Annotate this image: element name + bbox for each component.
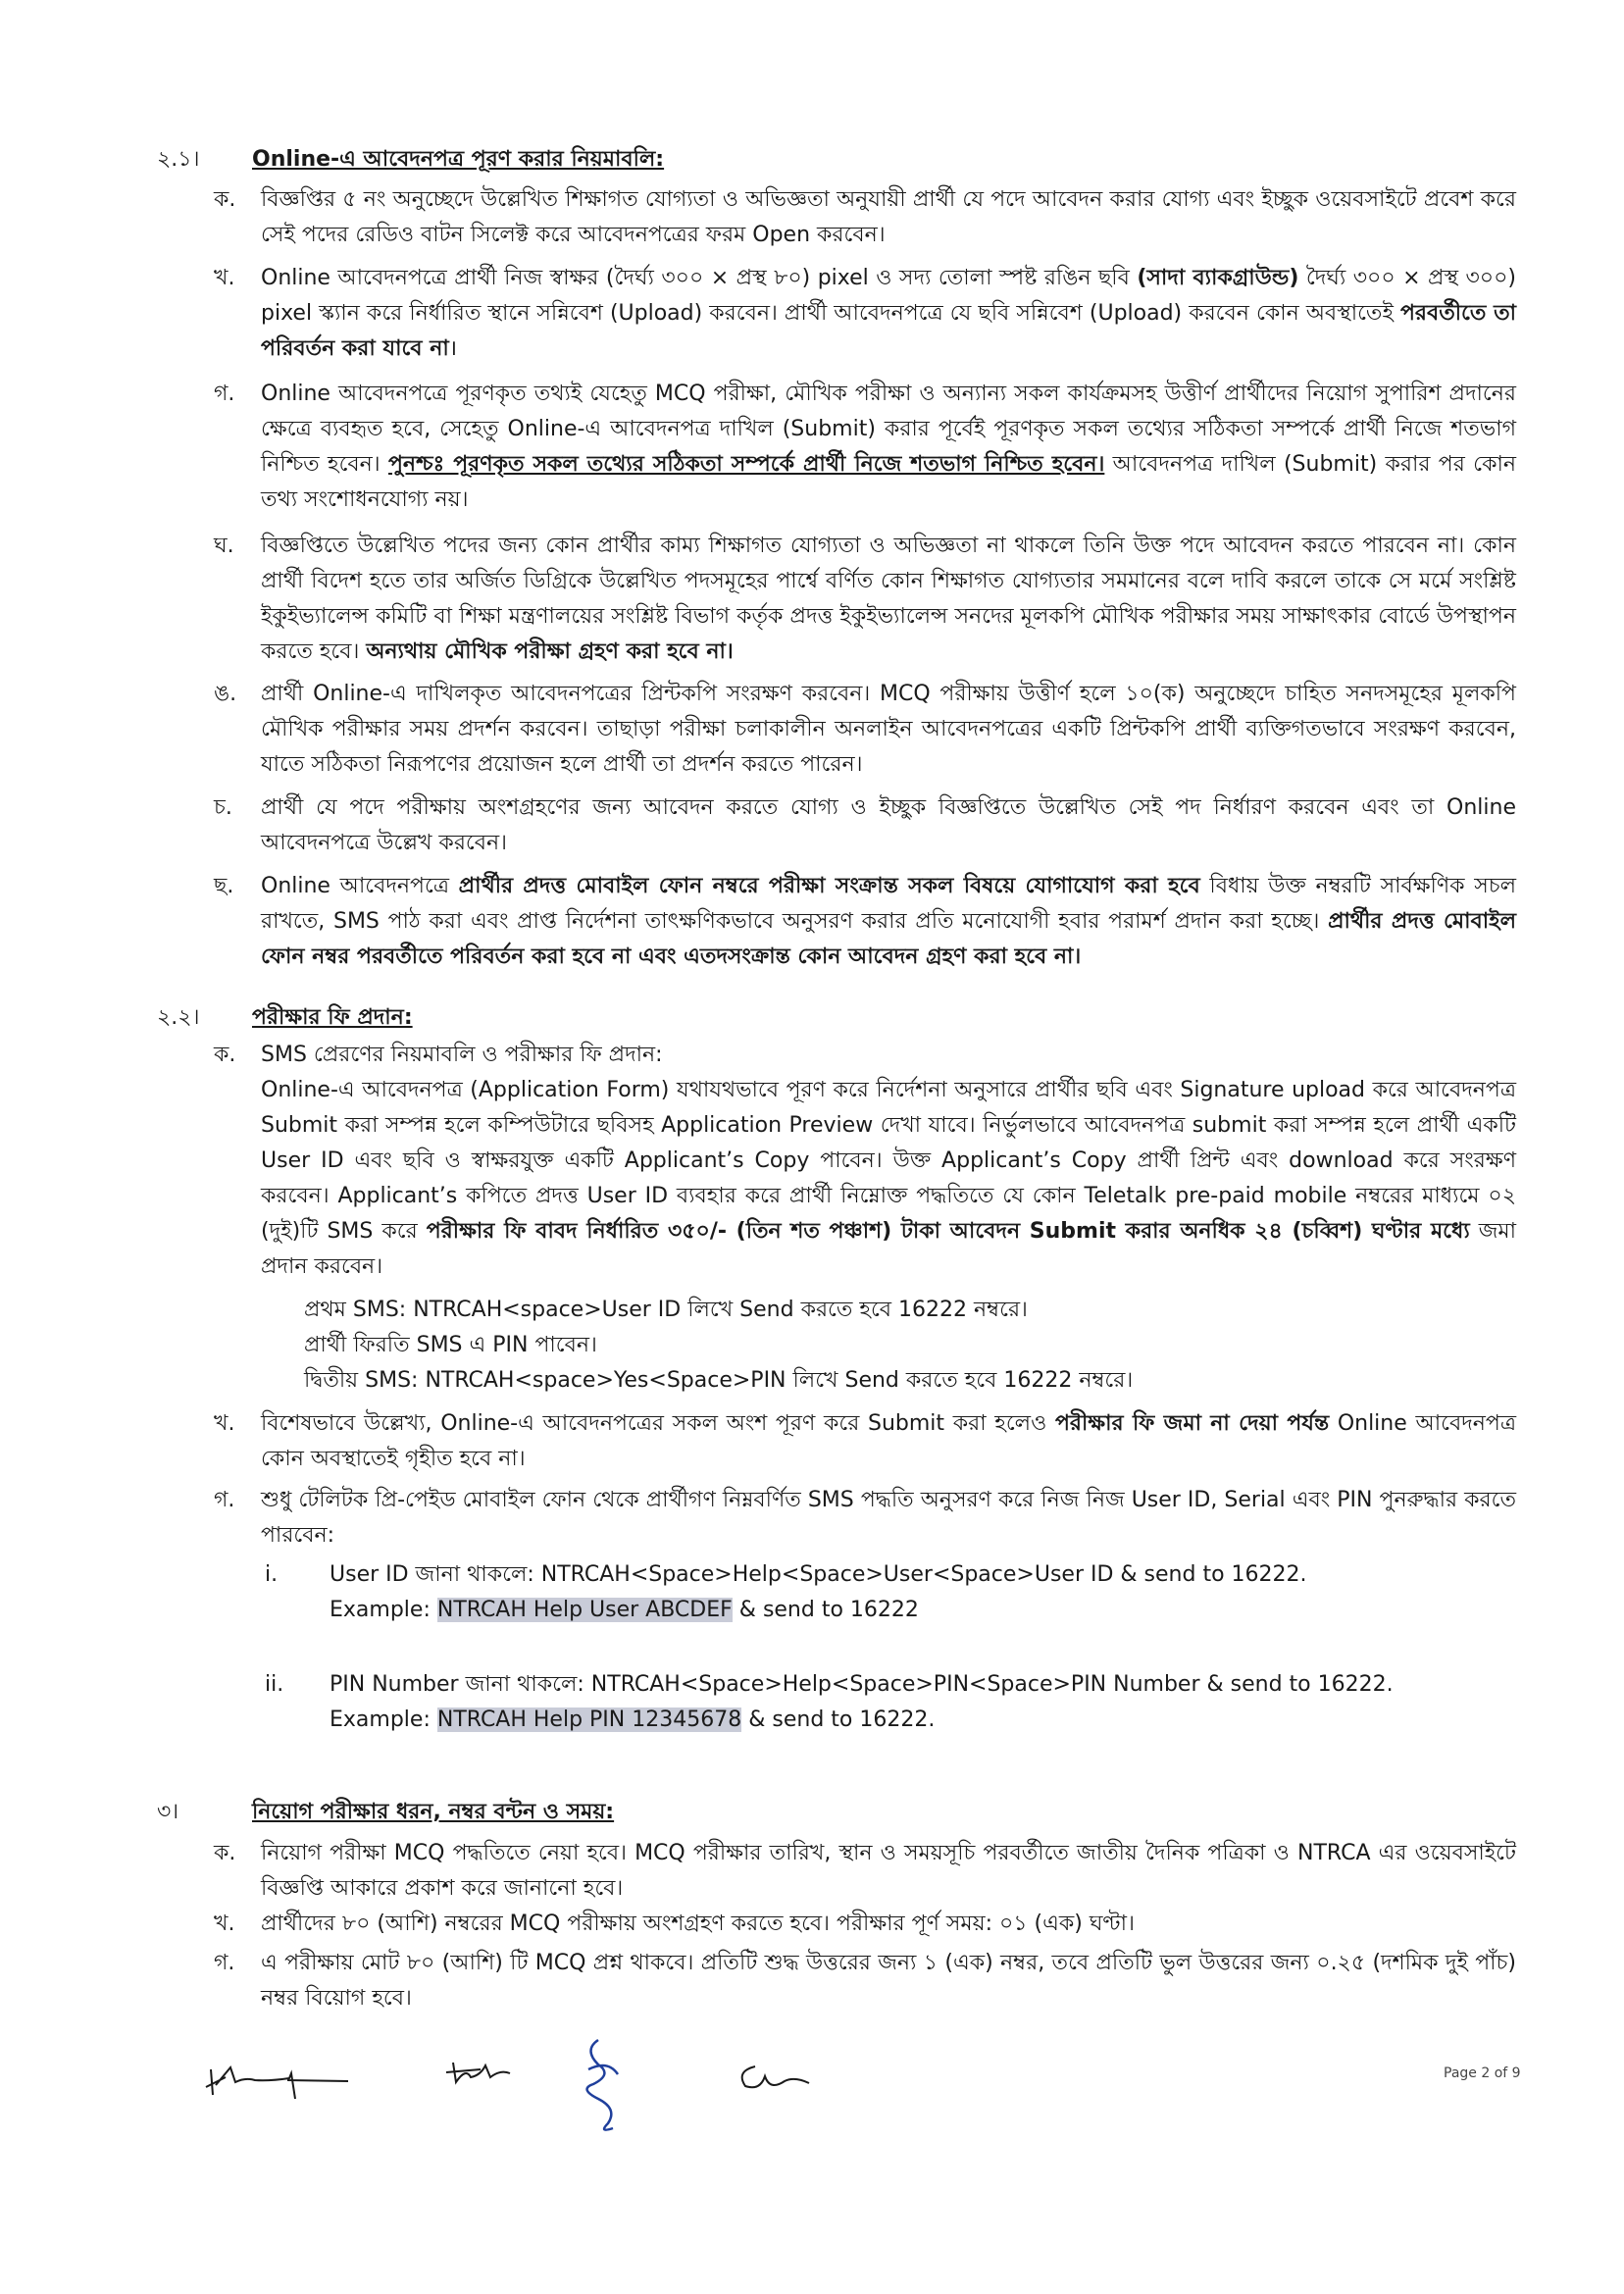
item-subheading: SMS প্রেরণের নিয়মাবলি ও পরীক্ষার ফি প্রদান:	[261, 1043, 663, 1067]
section-title: Online-এ আবেদনপত্র পূরণ করার নিয়মাবলি:	[252, 147, 665, 172]
section-number: ২.১।	[157, 147, 200, 172]
subitem-marker: i.	[265, 1562, 279, 1587]
signature-1	[201, 2048, 358, 2107]
item-marker: চ.	[214, 795, 232, 820]
item-text: প্রার্থী যে পদে পরীক্ষায় অংশগ্রহণের জন্য আবেদন করতে যোগ্য ও ইচ্ছুক বিজ্ঞপ্তিতে উল্লেখিত সেই পদ নির্ধারণ করবেন এবং তা Online আবেদনপত্রে উল্লেখ করবেন।	[261, 795, 1516, 855]
item-2-1-ka	[214, 182, 1516, 253]
item-text: Online আবেদনপত্রে পূরণকৃত তথ্যই যেহেতু MCQ পরীক্ষা, মৌখিক পরীক্ষা ও অন্যান্য সকল কার্যক্রমসহ উত্তীর্ণ প্রার্থীদের নিয়োগ সুপারিশ প্রদানের ক্ষেত্রে ব্যবহৃত হবে, সেহেতু Online-এ আবেদনপত্র দাখিল (Submit) করার পূর্বেই পূরণকৃত সকল তথ্যের সঠিকতা সম্পর্কে প্রার্থী নিজে শতভাগ নিশ্চিত হবেন। পুনশ্চঃ পূরণকৃত সকল তথ্যের সঠিকতা সম্পর্কে প্রার্থী নিজে শতভাগ নিশ্চিত হবেন। আবেদনপত্র দাখিল (Submit) করার পর কোন তথ্য সংশোধনযোগ্য নয়।	[261, 382, 1517, 512]
item-text: প্রার্থী Online-এ দাখিলকৃত আবেদনপত্রের প্রিন্টকপি সংরক্ষণ করবেন। MCQ পরীক্ষায় উত্তীর্ণ হলে ১০(ক) অনুচ্ছেদে চাহিত সনদসমূহের মূলকপি মৌখিক পরীক্ষার সময় প্রদর্শন করবেন। তাছাড়া পরীক্ষা চলাকালীন অনলাইন আবেদনপত্রের একটি প্রিন্টকপি প্রার্থী ব্যক্তিগতভাবে সংরক্ষণ করবেন, যাতে সঠিকতা নিরূপণের প্রয়োজন হলে প্রার্থী তা প্রদর্শন করতে পারেন।	[261, 682, 1516, 777]
example-line: Example: NTRCAH Help User ABCDEF & send to 16222	[330, 1598, 919, 1622]
item-marker: গ.	[214, 1951, 235, 1975]
example-highlight: NTRCAH Help PIN 12345678	[436, 1708, 742, 1732]
section-2-1-heading	[157, 142, 1516, 178]
item-text: Online আবেদনপত্রে প্রার্থী নিজ স্বাক্ষর (দৈর্ঘ্য ৩০০ × প্রস্থ ৮০) pixel ও সদ্য তোলা স্পষ্ট রঙিন ছবি (সাদা ব্যাকগ্রাউন্ড) দৈর্ঘ্য ৩০০ × প্রস্থ ৩০০) pixel স্ক্যান করে নির্ধারিত স্থানে সন্নিবেশ (Upload) করবেন। প্রার্থী আবেদনপত্রে যে ছবি সন্নিবেশ (Upload) করবেন কোন অবস্থাতেই পরবর্তীতে তা পরিবর্তন করা যাবে না।	[261, 266, 1516, 361]
item-2-1-cha	[214, 869, 1516, 975]
item-text: SMS প্রেরণের নিয়মাবলি ও পরীক্ষার ফি প্রদান: Online-এ আবেদনপত্র (Application Form) যথাযথভাবে পূরণ করে নির্দেশনা অনুসারে প্রার্থীর ছবি এবং Signature upload করে আবেদনপত্র Submit করা সম্পন্ন হলে কম্পিউটারে ছবিসহ Application Preview দেখা যাবে। নির্ভুলভাবে আবেদনপত্র submit করা সম্পন্ন হলে প্রার্থী একটি User ID এবং ছবি ও স্বাক্ষরযুক্ত একটি Applicant’s Copy পাবেন। উক্ত Applicant’s Copy প্রার্থী প্রিন্ট এবং download করে সংরক্ষণ করবেন। Applicant’s কপিতে প্রদত্ত User ID ব্যবহার করে প্রার্থী নিম্নোক্ত পদ্ধতিতে যে কোন Teletalk pre-paid mobile নম্বরের মাধ্যমে ০২ (দুই)টি SMS করে পরীক্ষার ফি বাবদ নির্ধারিত ৩৫০/- (তিন শত পঞ্চাশ) টাকা আবেদন Submit করার অনধিক ২৪ (চব্বিশ) ঘণ্টার মধ্যে জমা প্রদান করবেন।	[261, 1038, 1516, 1285]
item-text: বিজ্ঞপ্তিতে উল্লেখিত পদের জন্য কোন প্রার্থীর কাম্য শিক্ষাগত যোগ্যতা ও অভিজ্ঞতা না থাকলে তিনি উক্ত পদে আবেদন করতে পারবেন না। কোন প্রার্থী বিদেশ হতে তার অর্জিত ডিগ্রিকে উল্লেখিত পদসমূহের পার্শ্বে বর্ণিত কোন শিক্ষাগত যোগ্যতার সমমানের বলে দাবি করলে তাকে সে মর্মে সংশ্লিষ্ট ইকুইভ্যালেন্স কমিটি বা শিক্ষা মন্ত্রণালয়ের সংশ্লিষ্ট বিভাগ কর্তৃক প্রদত্ত ইকুইভ্যালেন্স সনদের মূলকপি মৌখিক পরীক্ষার সময় সাক্ষাৎকার বোর্ডে উপস্থাপন করতে হবে। অন্যথায় মৌখিক পরীক্ষা গ্রহণ করা হবে না।	[261, 534, 1516, 664]
item-text: বিজ্ঞপ্তির ৫ নং অনুচ্ছেদে উল্লেখিত শিক্ষাগত যোগ্যতা ও অভিজ্ঞতা অনুযায়ী প্রার্থী যে পদে আবেদন করার যোগ্য এবং ইচ্ছুক ওয়েবসাইটে প্রবেশ করে সেই পদের রেডিও বাটন সিলেক্ট করে আবেদনপত্রের ফরম Open করবেন।	[261, 187, 1516, 247]
sms-step-2: দ্বিতীয় SMS: NTRCAH<space>Yes<Space>PIN লিখে Send করতে হবে 16222 নম্বরে।	[304, 1368, 1134, 1393]
signature-2	[441, 2048, 530, 2097]
item-text: শুধু টেলিটক প্রি-পেইড মোবাইল ফোন থেকে প্রার্থীগণ নিম্নবর্ণিত SMS পদ্ধতি অনুসরণ করে নিজ নিজ User ID, Serial এবং PIN পুনরুদ্ধার করতে পারবেন:	[261, 1488, 1516, 1548]
section-title: পরীক্ষার ফি প্রদান:	[252, 1005, 413, 1030]
example-highlight: NTRCAH Help User ABCDEF	[436, 1598, 733, 1622]
item-marker: ছ.	[214, 874, 234, 898]
subitem-text: PIN Number জানা থাকলে: NTRCAH<Space>Help<Space>PIN<Space>PIN Number & send to 16222.	[330, 1672, 1394, 1697]
item-2-1-kha	[214, 261, 1516, 367]
item-marker: ক.	[214, 1841, 236, 1865]
item-3-ka	[214, 1836, 1516, 1907]
section-title: নিয়োগ পরীক্ষার ধরন, নম্বর বন্টন ও সময়:	[252, 1800, 615, 1824]
subitem-ii	[265, 1667, 1516, 1738]
item-3-ga	[214, 1946, 1516, 2016]
item-text: বিশেষভাবে উল্লেখ্য, Online-এ আবেদনপত্রের সকল অংশ পূরণ করে Submit করা হলেও পরীক্ষার ফি জমা না দেয়া পর্যন্ত Online আবেদনপত্র কোন অবস্থাতেই গৃহীত হবে না।	[261, 1411, 1516, 1471]
item-2-1-umo	[214, 677, 1516, 783]
item-marker: গ.	[214, 1488, 235, 1512]
item-2-2-ga	[214, 1483, 1516, 1554]
item-text: Online আবেদনপত্রে প্রার্থীর প্রদত্ত মোবাইল ফোন নম্বরে পরীক্ষা সংক্রান্ত সকল বিষয়ে যোগাযোগ করা হবে বিধায় উক্ত নম্বরটি সার্বক্ষণিক সচল রাখতে, SMS পাঠ করা এবং প্রাপ্ত নির্দেশনা তাৎক্ষণিকভাবে অনুসরণ করার প্রতি মনোযোগী হবার পরামর্শ প্রদান করা হচ্ছে। প্রার্থীর প্রদত্ত মোবাইল ফোন নম্বর পরবর্তীতে পরিবর্তন করা হবে না এবং এতদসংক্রান্ত কোন আবেদন গ্রহণ করা হবে না।	[261, 874, 1517, 969]
item-2-1-gha	[214, 529, 1516, 670]
section-3-heading	[157, 1795, 1516, 1831]
item-text: এ পরীক্ষায় মোট ৮০ (আশি) টি MCQ প্রশ্ন থাকবে। প্রতিটি শুদ্ধ উত্তরের জন্য ১ (এক) নম্বর, তবে প্রতিটি ভুল উত্তরের জন্য ০.২৫ (দশমিক দুই পাঁচ) নম্বর বিয়োগ হবে।	[261, 1951, 1516, 2011]
section-2-2-heading	[157, 1000, 1516, 1037]
item-marker: ঙ.	[214, 682, 237, 706]
signature-3	[569, 2030, 647, 2138]
item-2-2-ka	[214, 1038, 1516, 1285]
item-text: নিয়োগ পরীক্ষা MCQ পদ্ধতিতে নেয়া হবে। MCQ পরীক্ষার তারিখ, স্থান ও সময়সূচি পরবর্তীতে জাতীয় দৈনিক পত্রিকা ও NTRCA এর ওয়েবসাইটে বিজ্ঞপ্তি আকারে প্রকাশ করে জানানো হবে।	[261, 1841, 1516, 1901]
item-marker: ক.	[214, 1043, 236, 1067]
item-marker: খ.	[214, 266, 235, 290]
item-marker: খ.	[214, 1912, 235, 1936]
item-3-kha	[214, 1907, 1516, 1942]
item-2-1-ga	[214, 377, 1516, 518]
page-number: Page 2 of 9	[1444, 2065, 1521, 2081]
section-number: ২.২।	[157, 1005, 200, 1030]
signature-4	[731, 2052, 829, 2101]
item-text: প্রার্থীদের ৮০ (আশি) নম্বরের MCQ পরীক্ষায় অংশগ্রহণ করতে হবে। পরীক্ষার পূর্ণ সময়: ০১ (এক) ঘণ্টা।	[261, 1912, 1135, 1936]
subitem-text: User ID জানা থাকলে: NTRCAH<Space>Help<Space>User<Space>User ID & send to 16222.	[330, 1562, 1307, 1587]
sms-step-1: প্রথম SMS: NTRCAH<space>User ID লিখে Send করতে হবে 16222 নম্বরে।	[304, 1298, 1028, 1322]
example-line: Example: NTRCAH Help PIN 12345678 & send to 16222.	[330, 1708, 936, 1732]
item-marker: খ.	[214, 1411, 235, 1436]
item-2-1-ca	[214, 790, 1516, 861]
subitem-marker: ii.	[265, 1672, 284, 1697]
item-marker: ঘ.	[214, 534, 234, 558]
item-marker: ক.	[214, 187, 236, 212]
subitem-i	[265, 1557, 1516, 1628]
sms-pin-note: প্রার্থী ফিরতি SMS এ PIN পাবেন।	[304, 1333, 597, 1357]
section-number: ৩।	[157, 1800, 179, 1824]
item-2-2-kha	[214, 1406, 1516, 1477]
item-marker: গ.	[214, 382, 235, 406]
